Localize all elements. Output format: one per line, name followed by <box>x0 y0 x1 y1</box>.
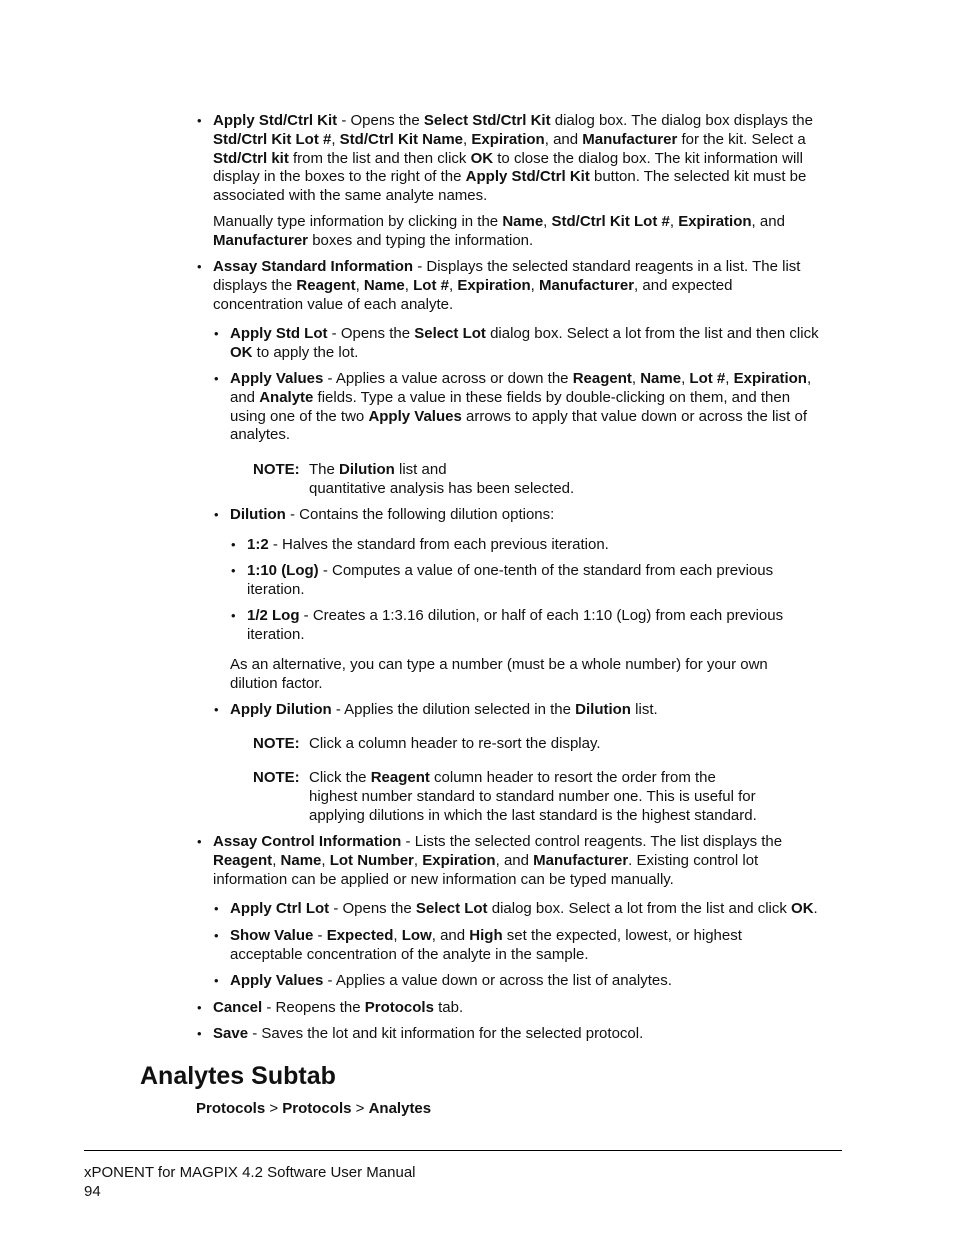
bullet-marker: • <box>214 973 219 988</box>
bullet-marker: • <box>214 507 219 522</box>
bullet-marker: • <box>197 1026 202 1041</box>
bullet-marker: • <box>214 901 219 916</box>
footer-manual-title: xPONENT for MAGPIX 4.2 Software User Manual <box>84 1164 416 1181</box>
text-line: The Dilution list and <box>309 461 447 478</box>
text-line: dilution factor. <box>230 674 323 692</box>
text-line: 1:2 - Halves the standard from each previous iteration. <box>247 536 609 553</box>
text-line: 1:10 (Log) - Computes a value of one-tenth of the standard from each previous <box>247 562 774 579</box>
paragraph-dilution-alternative <box>230 656 854 694</box>
text-line: Assay Control Information - Lists the selected control reagents. The list displays the <box>213 833 783 850</box>
bullet-marker: • <box>197 259 202 274</box>
footer-page-number: 94 <box>84 1182 101 1200</box>
bullet-marker: • <box>197 1000 202 1015</box>
text-line: As an alternative, you can type a number (must be a whole number) for your own <box>230 656 768 673</box>
bullet-marker: • <box>197 113 202 128</box>
text-line: Std/Ctrl Kit Lot #, Std/Ctrl Kit Name, Expiration, and Manufacturer for the kit. Select a <box>213 130 806 148</box>
text-line: Apply Std Lot - Opens the Select Lot dialog box. Select a lot from the list and then click <box>230 325 819 342</box>
text-line: applying dilutions in which the last standard is the highest standard. <box>309 806 757 824</box>
text-line: 1/2 Log - Creates a 1:3.16 dilution, or half of each 1:10 (Log) from each previous <box>247 607 784 624</box>
bullet-marker: • <box>214 702 219 717</box>
text-line: display in the boxes to the right of the Apply Std/Ctrl Kit button. The selected kit must be <box>213 168 807 186</box>
bullet-marker: • <box>214 928 219 943</box>
text-line: Manually type information by clicking in the Name, Std/Ctrl Kit Lot #, Expiration, and <box>213 213 785 230</box>
text-line: Cancel - Reopens the Protocols tab. <box>213 999 464 1016</box>
bullet-marker: • <box>231 563 236 578</box>
text-line: Show Value - Expected, Low, and High set the expected, lowest, or highest <box>230 927 742 944</box>
text-line: and Analyte fields. Type a value in these fields by double-clicking on them, and then <box>230 388 791 406</box>
text-line: analytes. <box>230 426 291 444</box>
text-line: Manufacturer boxes and typing the information. <box>213 231 534 249</box>
section-heading: Analytes Subtab <box>140 1062 336 1090</box>
item-save <box>213 1025 853 1044</box>
text-line: Apply Ctrl Lot - Opens the Select Lot dialog box. Select a lot from the list and click OK. <box>230 900 818 917</box>
item-apply-values-control <box>230 972 854 991</box>
text-line: OK to apply the lot. <box>230 343 359 361</box>
breadcrumb-path: Protocols > Protocols > Analytes <box>196 1100 432 1117</box>
footer-divider <box>84 1150 842 1151</box>
item-apply-ctrl-lot <box>230 900 854 919</box>
note-reagent-resort <box>309 769 849 825</box>
text-line: using one of the two Apply Values arrows to apply that value down or across the list of <box>230 407 807 425</box>
text-line: associated with the same analyte names. <box>213 187 488 205</box>
footer <box>84 1164 416 1202</box>
item-assay-standard-information <box>213 258 853 314</box>
text-line: Apply Std/Ctrl Kit - Opens the Select Std/Ctrl Kit dialog box. The dialog box displays the <box>213 112 813 129</box>
text-line: highest number standard to standard number one. This is useful for <box>309 787 756 805</box>
breadcrumb <box>196 1100 431 1119</box>
text-line: Apply Dilution - Applies the dilution selected in the Dilution list. <box>230 701 658 718</box>
text-line: Std/Ctrl kit from the list and then click OK to close the dialog box. The kit information will <box>213 149 803 167</box>
note-label: NOTE: <box>253 735 300 752</box>
item-dilution-1-10-log <box>247 562 854 600</box>
text-line: Dilution - Contains the following dilution options: <box>230 506 555 523</box>
text-line: information can be applied or new information can be typed manually. <box>213 870 674 888</box>
item-cancel <box>213 999 853 1018</box>
item-dilution-1-2 <box>247 536 854 555</box>
item-apply-dilution <box>230 701 854 720</box>
text-line: Apply Values - Applies a value down or across the list of analytes. <box>230 972 672 989</box>
item-apply-stdctrl-kit <box>213 112 853 206</box>
bullet-marker: • <box>214 326 219 341</box>
item-apply-values <box>230 370 854 445</box>
text-line: displays the Reagent, Name, Lot #, Expiration, Manufacturer, and expected <box>213 276 733 294</box>
note-label: NOTE: <box>253 461 300 478</box>
text-line: concentration value of each analyte. <box>213 295 454 313</box>
note-label: NOTE: <box>253 769 300 786</box>
text-line: quantitative analysis has been selected. <box>309 479 575 497</box>
text-line: iteration. <box>247 580 305 598</box>
item-apply-std-lot <box>230 325 854 363</box>
item-dilution-half-log <box>247 607 854 645</box>
note-resort-display <box>309 735 849 754</box>
text-line: Assay Standard Information - Displays the selected standard reagents in a list. The list <box>213 258 801 275</box>
text-line: Save - Saves the lot and kit information for the selected protocol. <box>213 1025 644 1042</box>
text-line: Click a column header to re-sort the display. <box>309 735 601 752</box>
text-line: acceptable concentration of the analyte in the sample. <box>230 945 589 963</box>
text-line: Click the Reagent column header to resort the order from the <box>309 769 716 786</box>
bullet-marker: • <box>197 834 202 849</box>
text-line: Reagent, Name, Lot Number, Expiration, and Manufacturer. Existing control lot <box>213 851 759 869</box>
item-assay-control-information <box>213 833 853 889</box>
item-dilution <box>230 506 854 525</box>
bullet-marker: • <box>231 537 236 552</box>
text-line: iteration. <box>247 625 305 643</box>
bullet-marker: • <box>214 371 219 386</box>
paragraph-manual-entry <box>213 213 853 251</box>
text-line: Apply Values - Applies a value across or down the Reagent, Name, Lot #, Expiration, <box>230 370 812 387</box>
bullet-marker: • <box>231 608 236 623</box>
note-dilution-visibility <box>309 461 849 499</box>
item-show-value <box>230 927 854 965</box>
